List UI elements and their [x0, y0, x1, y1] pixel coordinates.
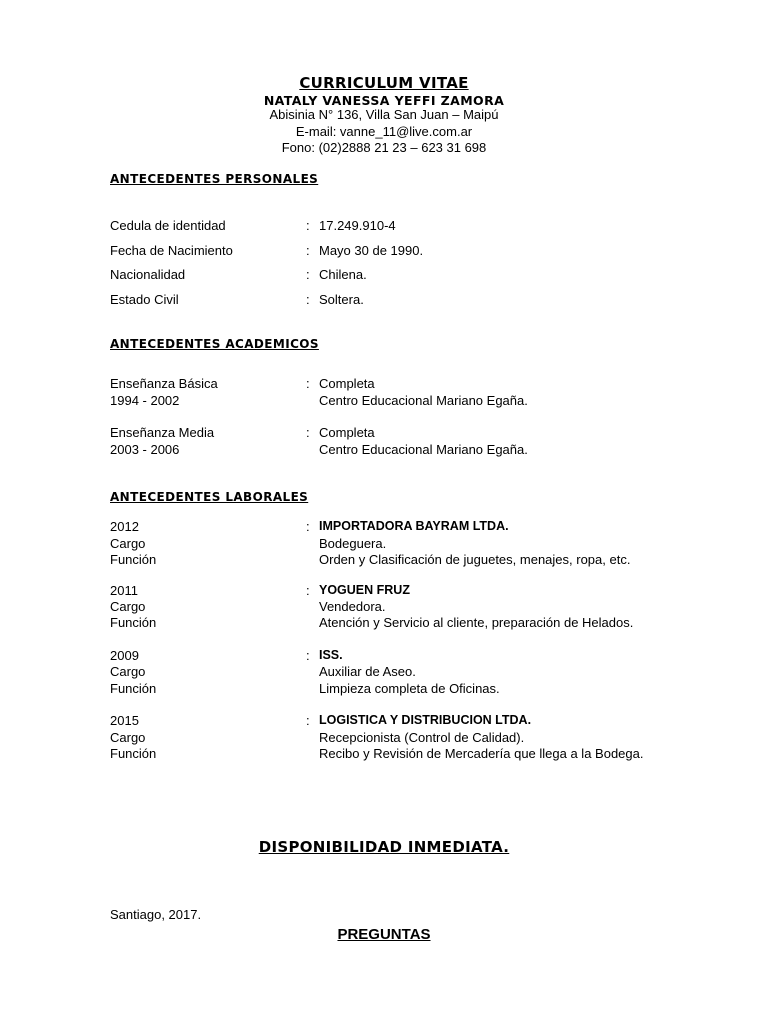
work-funcion-label: Función [110, 746, 157, 761]
separator-colon: : [306, 425, 310, 440]
work-company: IMPORTADORA BAYRAM LTDA. [319, 519, 509, 533]
personal-label: Estado Civil [110, 292, 179, 307]
questions-heading: PREGUNTAS [337, 926, 431, 943]
place-date: Santiago, 2017. [110, 907, 202, 922]
academic-level: Enseñanza Básica [110, 376, 218, 391]
separator-colon: : [306, 292, 310, 307]
work-cargo: Auxiliar de Aseo. [319, 664, 416, 679]
personal-label: Fecha de Nacimiento [110, 243, 233, 258]
personal-value: Mayo 30 de 1990. [319, 243, 424, 258]
work-cargo-label: Cargo [110, 730, 146, 745]
address-line: Abisinia N° 136, Villa San Juan – Maipú [269, 107, 499, 122]
personal-label: Nacionalidad [110, 267, 186, 282]
work-company: ISS. [319, 648, 343, 662]
work-cargo: Vendedora. [319, 599, 386, 614]
section-heading-academic: ANTECEDENTES ACADEMICOS [110, 337, 319, 351]
availability-heading: DISPONIBILIDAD INMEDIATA. [258, 838, 510, 856]
work-cargo: Bodeguera. [319, 536, 387, 551]
separator-colon: : [306, 713, 310, 728]
academic-school: Centro Educacional Mariano Egaña. [319, 442, 528, 457]
separator-colon: : [306, 267, 310, 282]
work-company: YOGUEN FRUZ [319, 583, 410, 597]
personal-value: Soltera. [319, 292, 364, 307]
email-line: E-mail: vanne_11@live.com.ar [295, 124, 473, 139]
work-cargo-label: Cargo [110, 664, 146, 679]
personal-label: Cedula de identidad [110, 218, 226, 233]
work-year: 2011 [110, 583, 138, 598]
academic-status: Completa [319, 376, 375, 391]
work-funcion-label: Función [110, 552, 157, 567]
work-cargo: Recepcionista (Control de Calidad). [319, 730, 525, 745]
section-heading-work: ANTECEDENTES LABORALES [110, 490, 309, 504]
work-funcion: Orden y Clasificación de juguetes, menajes, ropa, etc. [319, 552, 631, 567]
separator-colon: : [306, 376, 310, 391]
work-funcion: Atención y Servicio al cliente, preparación de Helados. [319, 615, 634, 630]
academic-status: Completa [319, 425, 375, 440]
academic-level: Enseñanza Media [110, 425, 215, 440]
work-year: 2015 [110, 713, 139, 728]
separator-colon: : [306, 243, 310, 258]
work-cargo-label: Cargo [110, 536, 146, 551]
work-funcion-label: Función [110, 681, 157, 696]
separator-colon: : [306, 218, 310, 233]
work-year: 2009 [110, 648, 139, 663]
personal-value: 17.249.910-4 [319, 218, 396, 233]
section-heading-personal: ANTECEDENTES PERSONALES [110, 172, 319, 186]
separator-colon: : [306, 583, 310, 598]
academic-years: 1994 - 2002 [110, 393, 180, 408]
work-cargo-label: Cargo [110, 599, 146, 614]
work-funcion-label: Función [110, 615, 157, 630]
work-company: LOGISTICA Y DISTRIBUCION LTDA. [319, 713, 532, 727]
phone-line: Fono: (02)2888 21 23 – 623 31 698 [281, 140, 487, 155]
personal-value: Chilena. [319, 267, 367, 282]
document-title: CURRICULUM VITAE [299, 74, 469, 92]
work-funcion: Limpieza completa de Oficinas. [319, 681, 500, 696]
academic-school: Centro Educacional Mariano Egaña. [319, 393, 528, 408]
work-funcion: Recibo y Revisión de Mercadería que llega a la Bodega. [319, 746, 644, 761]
academic-years: 2003 - 2006 [110, 442, 180, 457]
separator-colon: : [306, 648, 310, 663]
work-year: 2012 [110, 519, 139, 534]
candidate-name: NATALY VANESSA YEFFI ZAMORA [263, 93, 505, 108]
separator-colon: : [306, 519, 310, 534]
